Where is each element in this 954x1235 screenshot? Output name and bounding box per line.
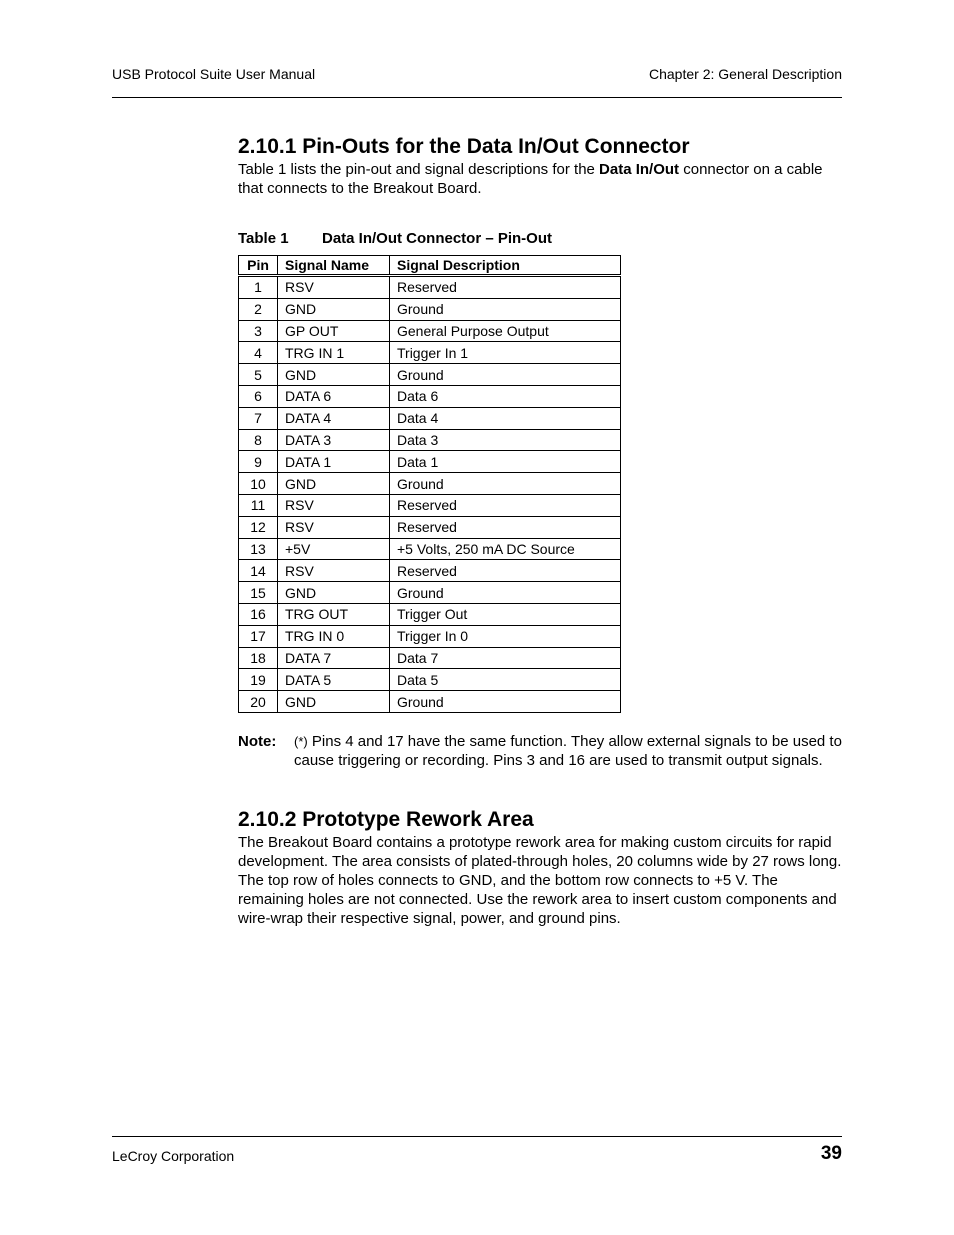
cell-signal-name: DATA 7	[278, 647, 390, 669]
cell-signal-name: +5V	[278, 538, 390, 560]
cell-pin: 7	[239, 407, 278, 429]
cell-signal-description: Trigger In 0	[390, 625, 621, 647]
table-row	[239, 603, 621, 625]
section-intro-paragraph	[238, 160, 842, 198]
table-row	[239, 276, 621, 299]
cell-signal-name: DATA 4	[278, 407, 390, 429]
intro-text-end: connector on a cable that connects to the Breakout Board.	[238, 161, 823, 197]
table-row	[239, 691, 621, 713]
table-row	[239, 364, 621, 386]
cell-signal-description: Trigger Out	[390, 603, 621, 625]
table-row	[239, 385, 621, 407]
pin-out-table	[238, 255, 621, 713]
cell-pin: 15	[239, 582, 278, 604]
intro-connector-name: Data In/Out	[599, 161, 680, 178]
section-heading-pin-outs: 2.10.1 Pin-Outs for the Data In/Out Connector	[238, 135, 690, 158]
section-pin-outs	[238, 134, 842, 198]
table-caption-title: Data In/Out Connector – Pin-Out	[322, 230, 553, 247]
cell-pin: 20	[239, 691, 278, 713]
table-row	[239, 429, 621, 451]
table-caption-number: Table 1	[238, 230, 289, 247]
cell-signal-description: Data 3	[390, 429, 621, 451]
table-row	[239, 451, 621, 473]
cell-signal-description: Data 6	[390, 385, 621, 407]
footer-company: LeCroy Corporation	[112, 1148, 235, 1164]
cell-signal-name: RSV	[278, 516, 390, 538]
cell-pin: 3	[239, 320, 278, 342]
cell-signal-description: Data 4	[390, 407, 621, 429]
cell-signal-description: Reserved	[390, 516, 621, 538]
cell-pin: 6	[239, 385, 278, 407]
cell-pin: 5	[239, 364, 278, 386]
cell-signal-description: Ground	[390, 691, 621, 713]
cell-signal-description: Reserved	[390, 560, 621, 582]
cell-signal-description: Ground	[390, 582, 621, 604]
note-text	[294, 732, 842, 770]
table-row	[239, 669, 621, 691]
table-row	[239, 494, 621, 516]
note-block	[238, 732, 842, 770]
intro-text-start: Table 1 lists the pin-out and signal descriptions for the	[238, 161, 600, 178]
rework-area-paragraph: The Breakout Board contains a prototype rework area for making custom circuits for rapid development. The area consists of plated-through holes, 20 columns wide by 27 rows long. The top row of holes connects to GND, and the bottom row connects to +5 V. The remaining holes are not connected. Use the rework area to insert custom components and wire-wrap their respective signal, power, and ground pins.	[238, 834, 842, 927]
cell-signal-name: DATA 1	[278, 451, 390, 473]
cell-signal-description: Ground	[390, 298, 621, 320]
cell-pin: 8	[239, 429, 278, 451]
cell-pin: 4	[239, 342, 278, 364]
cell-signal-description: Ground	[390, 364, 621, 386]
column-header-signal-name: Signal Name	[278, 256, 390, 276]
cell-signal-name: GND	[278, 298, 390, 320]
note-body: Pins 4 and 17 have the same function. They allow external signals to be used to cause triggering or recording. Pins 3 and 16 are used to transmit output signals.	[294, 733, 842, 769]
cell-signal-name: GND	[278, 691, 390, 713]
table-row	[239, 538, 621, 560]
cell-signal-name: DATA 3	[278, 429, 390, 451]
cell-pin: 16	[239, 603, 278, 625]
cell-pin: 9	[239, 451, 278, 473]
footer-divider	[112, 1136, 842, 1137]
cell-pin: 18	[239, 647, 278, 669]
table-body	[239, 276, 621, 713]
cell-signal-description: Ground	[390, 473, 621, 495]
note-marker: (*)	[294, 734, 308, 749]
table-row	[239, 582, 621, 604]
cell-signal-description: Data 7	[390, 647, 621, 669]
table-row	[239, 320, 621, 342]
cell-signal-name: TRG IN 0	[278, 625, 390, 647]
cell-pin: 14	[239, 560, 278, 582]
cell-pin: 10	[239, 473, 278, 495]
header-divider	[112, 97, 842, 98]
running-header-chapter: Chapter 2: General Description	[649, 66, 842, 82]
cell-pin: 2	[239, 298, 278, 320]
cell-signal-name: DATA 6	[278, 385, 390, 407]
cell-signal-name: GP OUT	[278, 320, 390, 342]
table-row	[239, 473, 621, 495]
cell-signal-name: RSV	[278, 276, 390, 299]
table-row	[239, 407, 621, 429]
cell-signal-name: DATA 5	[278, 669, 390, 691]
cell-signal-description: Reserved	[390, 494, 621, 516]
cell-pin: 13	[239, 538, 278, 560]
cell-pin: 19	[239, 669, 278, 691]
cell-signal-description: +5 Volts, 250 mA DC Source	[390, 538, 621, 560]
note-label: Note:	[238, 733, 277, 750]
cell-pin: 11	[239, 494, 278, 516]
cell-signal-name: TRG IN 1	[278, 342, 390, 364]
table-row	[239, 560, 621, 582]
column-header-pin: Pin	[239, 256, 278, 276]
cell-signal-name: GND	[278, 364, 390, 386]
section-rework-area	[238, 807, 842, 928]
cell-signal-description: Trigger In 1	[390, 342, 621, 364]
cell-signal-description: Data 5	[390, 669, 621, 691]
cell-pin: 1	[239, 276, 278, 299]
cell-pin: 17	[239, 625, 278, 647]
cell-signal-name: RSV	[278, 560, 390, 582]
cell-signal-name: TRG OUT	[278, 603, 390, 625]
table-row	[239, 342, 621, 364]
column-header-signal-description: Signal Description	[390, 256, 621, 276]
cell-signal-description: Data 1	[390, 451, 621, 473]
table-row	[239, 647, 621, 669]
cell-signal-name: GND	[278, 582, 390, 604]
page-number: 39	[820, 1143, 842, 1164]
cell-signal-name: GND	[278, 473, 390, 495]
table-row	[239, 516, 621, 538]
table-header-row	[239, 256, 621, 276]
table-row	[239, 625, 621, 647]
cell-signal-description: Reserved	[390, 276, 621, 299]
table-row	[239, 298, 621, 320]
cell-signal-name: RSV	[278, 494, 390, 516]
table-caption	[238, 230, 552, 247]
running-header-title: USB Protocol Suite User Manual	[112, 66, 316, 82]
cell-signal-description: General Purpose Output	[390, 320, 621, 342]
section-heading-rework-area: 2.10.2 Prototype Rework Area	[238, 808, 534, 831]
cell-pin: 12	[239, 516, 278, 538]
